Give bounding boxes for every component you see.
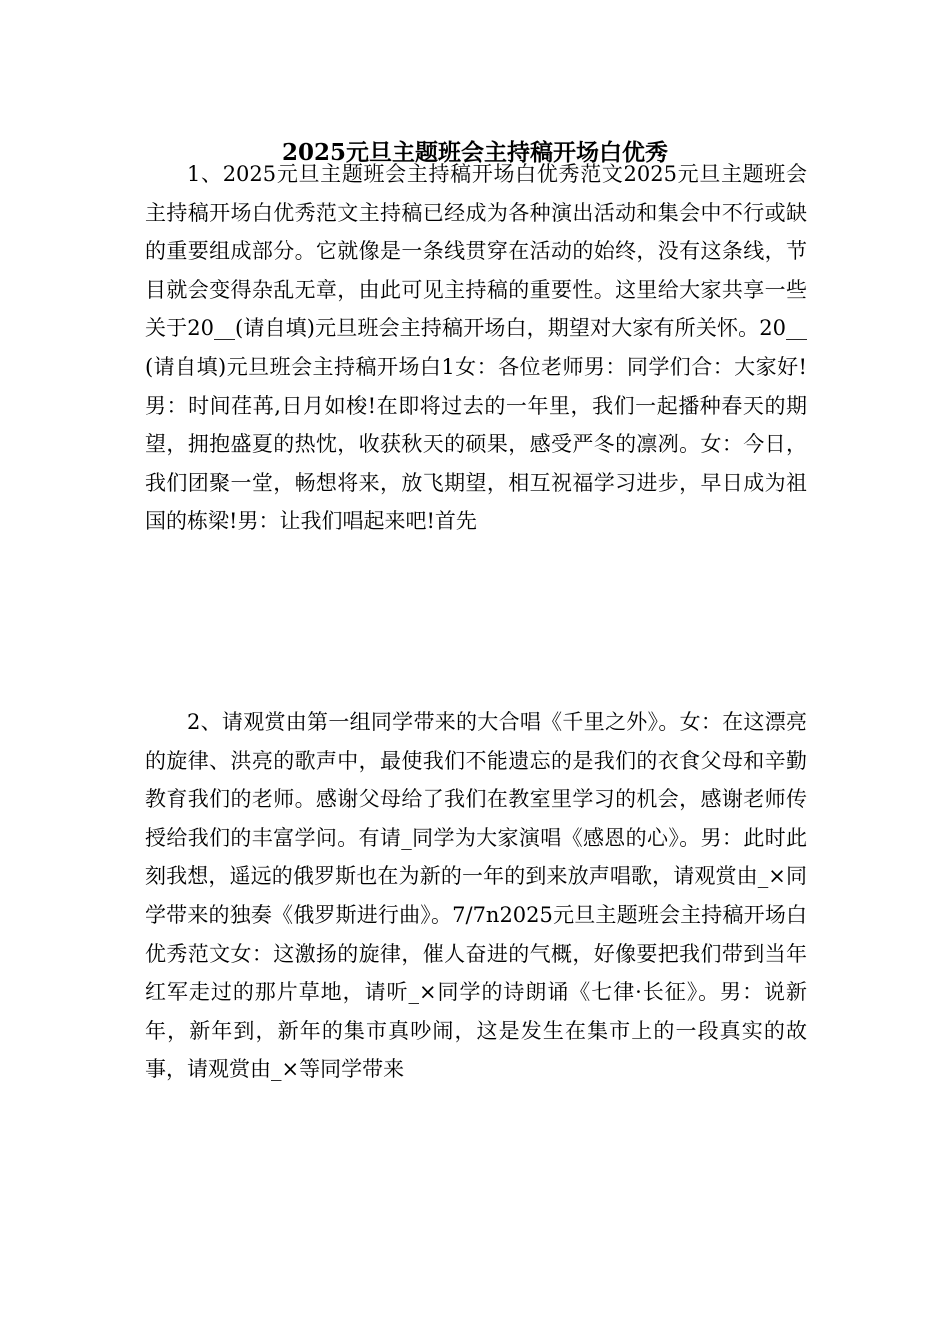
paragraph-1: 1、2025元旦主题班会主持稿开场白优秀范文2025元旦主题班会主持稿开场白优秀范文主持稿已经成为各种演出活动和集会中不行或缺的重要组成部分。它就像是一条线贯穿在活动的始终，没有这条线，节目就会变得杂乱无章，由此可见主持稿的重要性。这里给大家共享一些关于20__(请自填)元旦班会主持稿开场白，期望对大家有所关怀。20__(请自填)元旦班会主持稿开场白1女：各位老师男：同学们合：大家好!男：时间荏苒,日月如梭!在即将过去的一年里，我们一起播种春天的期望，拥抱盛夏的热忱，收获秋天的硕果，感受严冬的凛冽。女：今日，我们团聚一堂，畅想将来，放飞期望，相互祝福学习进步，早日成为祖国的栋梁!男：让我们唱起来吧!首先 — [145, 162, 807, 534]
document-title: 2025元旦主题班会主持稿开场白优秀 — [281, 139, 668, 166]
paragraph-2: 2、请观赏由第一组同学带来的大合唱《千里之外》。女：在这漂亮 的旋律、洪亮的歌声中，最使我们不能遗忘的是我们的衣食父母和辛勤教育我们的老师。感谢父母给了我们在教室里学习的机会，感谢老师传授给我们的丰富学问。有请_同学为大家演唱《感恩的心》。男：此时此刻我想，遥远的俄罗斯也在为新的一年的到来放声唱歌，请观赏由_×同学带来的独奏《俄罗斯进行曲》。7/7n2025元旦主题班会主持稿开场白优秀范文女：这激扬的旋律，催人奋进的气概，好像要把我们带到当年红军走过的那片草地，请听_×同学的诗朗诵《七律·长征》。男：说新年，新年到，新年的集市真吵闹，这是发生在集市上的一段真实的故事，请观赏由_×等同学带来 — [145, 710, 807, 1082]
